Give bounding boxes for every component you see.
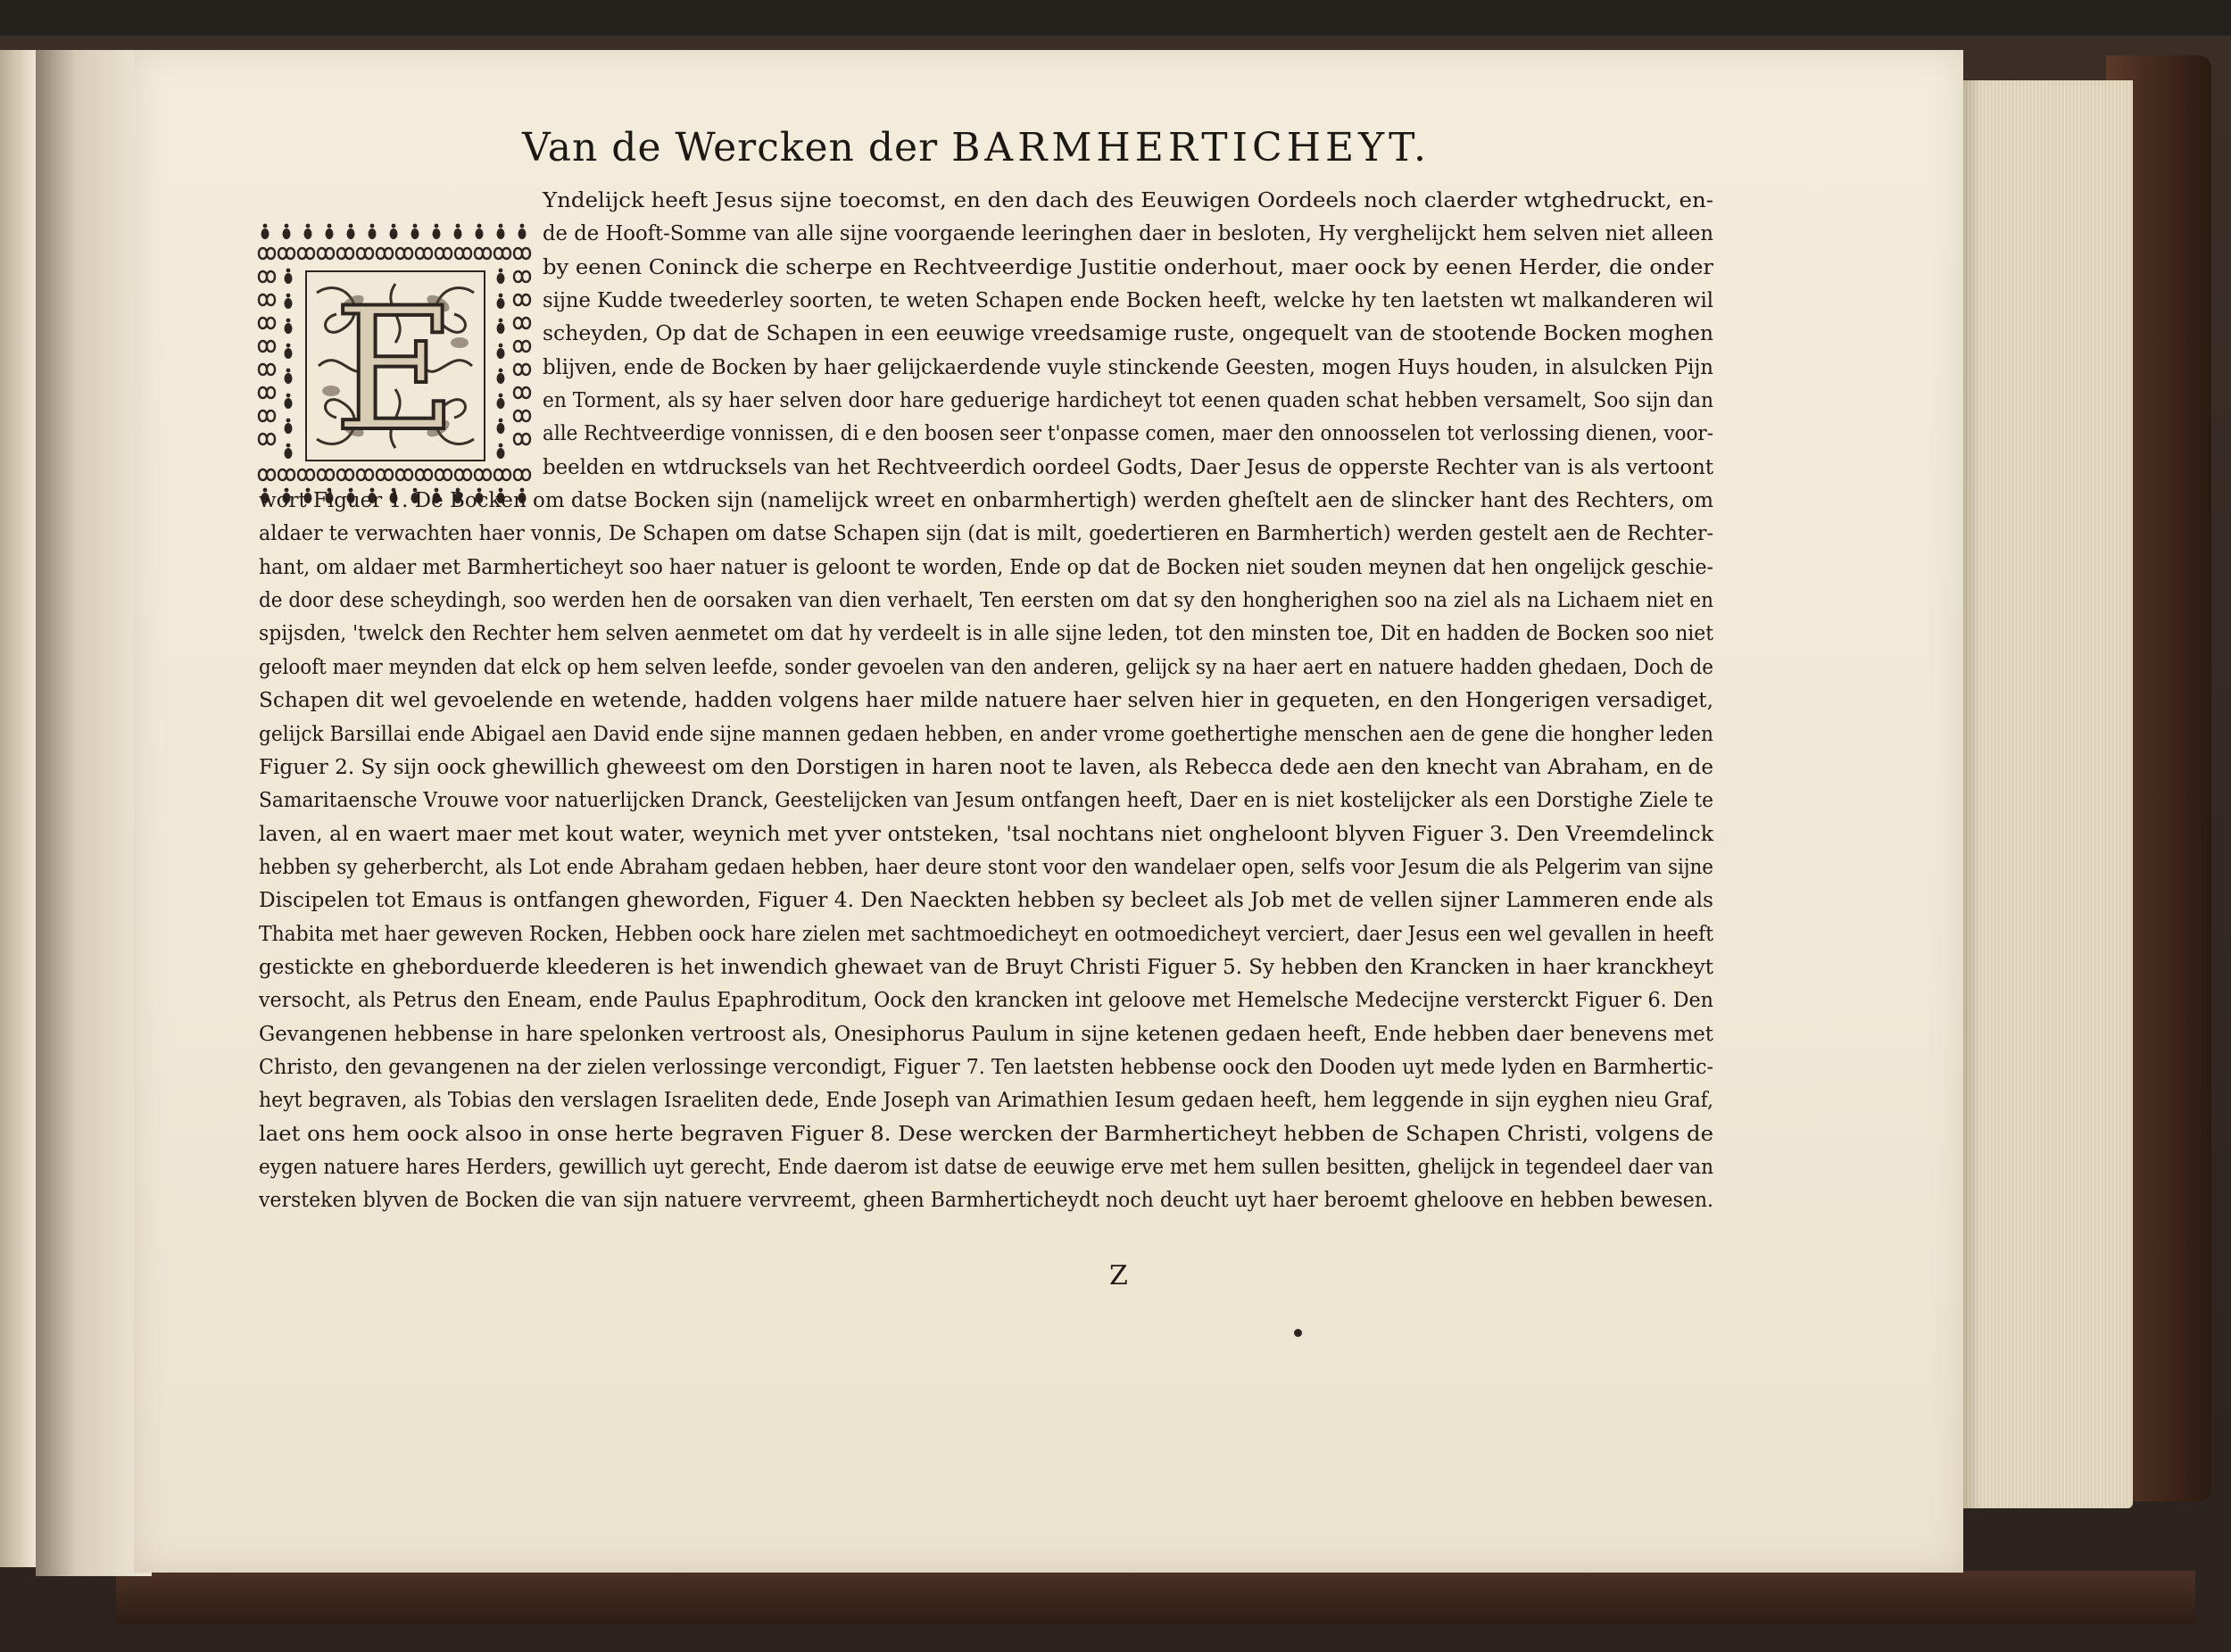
text-line: laven, al en waert maer met kout water, weynich met yver ontsteken, 'tsal nochtans niet ongheloont blyven Figuer 3. Den Vreemdelinck <box>259 820 1713 846</box>
text-line: Samaritaensche Vrouwe voor natuerlijcken Dranck, Geestelijcken van Jesum ontfangen heeft, Daer en is niet kostelijcker als een Dorstighe Ziele te <box>259 787 1713 813</box>
text-line: versocht, als Petrus den Eneam, ende Paulus Epaphroditum, Oock den krancken int geloove met Hemelsche Medecijne versterckt Figuer 6. Den <box>259 987 1713 1013</box>
page-stack-edge <box>1954 80 2133 1508</box>
text-line: de de Hooft-Somme van alle sijne voorgaende leeringhen daer in besloten, Hy verghelijckt hem selven niet alleen <box>543 220 1713 246</box>
text-line: gestickte en gheborduerde kleederen is het inwendich ghewaet van de Bruyt Christi Figuer 5. Sy hebben den Krancken in haer kranckheyt <box>259 953 1713 979</box>
text-line: de door dese scheydingh, soo werden hen de oorsaken van dien verhaelt, Ten eersten om dat sy den hongherighen soo na ziel als na Lichaem niet en <box>259 587 1713 613</box>
book-cover-bottom <box>116 1571 2195 1624</box>
ink-speck <box>1294 1329 1302 1337</box>
text-line: aldaer te verwachten haer vonnis, De Schapen om datse Schapen sijn (dat is milt, goedertieren en Barmhertich) werden gestelt aen de Rechter- <box>259 520 1713 546</box>
text-line: hebben sy geherbercht, als Lot ende Abraham gedaen hebben, haer deure stont voor den wandelaer open, selfs voor Jesum die als Pelgerim van sijne <box>259 853 1713 879</box>
body-text <box>259 184 1713 1217</box>
title-caps: BARMHERTICHEYT. <box>951 125 1431 170</box>
text-line: Figuer 2. Sy sijn oock ghewillich gheweest om den Dorstigen in haren noot te laven, als Rebecca dede aen den knecht van Abraham, en de <box>259 753 1713 779</box>
text-line: Thabita met haer geweven Rocken, Hebben oock hare zielen met sachtmoedicheyt en ootmoedicheyt verciert, daer Jesus een wel gevallen in heeft <box>259 920 1713 946</box>
text-line: en Torment, als sy haer selven door hare geduerige hardicheyt tot eenen quaden schat hebben versamelt, Soo sijn dan <box>543 387 1713 413</box>
text-line: Yndelijck heeft Jesus sijne toecomst, en den dach des Eeuwigen Oordeels noch claerder wtghedruckt, en- <box>543 187 1713 212</box>
text-line: Discipelen tot Emaus is ontfangen gheworden, Figuer 4. Den Naeckten hebben sy becleet als Job met de vellen sijner Lammeren ende als <box>259 887 1713 913</box>
left-page-sliver <box>0 50 36 1567</box>
text-line: beelden en wtdrucksels van het Rechtveerdich oordeel Godts, Daer Jesus de opperste Rechter van is als vertoont <box>543 453 1713 479</box>
text-line: hant, om aldaer met Barmherticheyt soo haer natuer is geloont te worden, Ende op dat de Bocken niet souden meynen dat hen ongelijck geschie- <box>259 553 1713 579</box>
text-line: eygen natuere hares Herders, gewillich uyt gerecht, Ende daerom ist datse de eeuwige erve met hem sullen besitten, ghelijck in tegendeel daer van <box>259 1153 1713 1179</box>
text-line: spijsden, 'twelck den Rechter hem selven aenmetet om dat hy verdeelt is in alle sijne leden, tot den minsten toe, Dit en hadden de Bocken soo niet <box>259 620 1713 646</box>
text-line: Christo, den gevangenen na der zielen verlossinge vercondigt, Figuer 7. Ten laetsten hebbense oock den Dooden uyt mede lyden en Barmhertic- <box>259 1053 1713 1079</box>
text-line: heyt begraven, als Tobias den verslagen Israeliten dede, Ende Joseph van Arimathien Iesum gedaen heeft, hem leggende in sijn eyghen nieu Graf, <box>259 1087 1713 1113</box>
text-line: by eenen Coninck die scherpe en Rechtveerdige Justitie onderhout, maer oock by eenen Herder, die onder <box>543 253 1713 279</box>
text-line: laet ons hem oock alsoo in onse herte begraven Figuer 8. Dese wercken der Barmherticheyt hebben de Schapen Christi, volgens de <box>259 1120 1713 1146</box>
text-line: Gevangenen hebbense in hare spelonken vertroost als, Onesiphorus Paulum in sijne ketenen gedaen heeft, Ende hebben daer benevens met <box>259 1020 1713 1046</box>
page-title <box>522 125 1450 170</box>
text-line: gelijck Barsillai ende Abigael aen David ende sijne mannen gedaen hebben, en ander vrome goethertighe menschen aen de gene die hongher leden <box>259 720 1713 746</box>
title-prefix: Van de Wercken der <box>522 125 952 170</box>
initial-letter: E <box>333 271 458 469</box>
text-line: versteken blyven de Bocken die van sijn natuere vervreemt, gheen Barmherticheydt noch deucht uyt haer beroemt gheloove en hebben bewesen. <box>259 1187 1713 1213</box>
signature-mark: Z <box>1109 1260 1128 1291</box>
text-line: Schapen dit wel gevoelende en wetende, hadden volgens haer milde natuere haer selven hier in gequeten, en den Hongerigen versadiget, <box>259 687 1713 713</box>
text-line: scheyden, Op dat de Schapen in een eeuwige vreedsamige ruste, ongequelt van de stootende Bocken moghen <box>543 320 1713 346</box>
text-line: sijne Kudde tweederley soorten, te weten Schapen ende Bocken heeft, welcke hy ten laetsten wt malkanderen wil <box>543 287 1713 313</box>
text-line: blijven, ende de Bocken by haer gelijckaerdende vuyle stinckende Geesten, mogen Huys houden, in alsulcken Pijn <box>543 353 1713 379</box>
text-line: alle Rechtveerdige vonnissen, di e den boosen seer t'onpasse comen, maer den onnoosselen tot verlossing dienen, voor- <box>543 420 1713 446</box>
text-line: wort Figuer 1. De Bocken om datse Bocken sijn (namelijck wreet en onbarmhertigh) werden gheſtelt aen de slincker hant des Rechters, om <box>259 487 1713 513</box>
text-line: gelooft maer meynden dat elck op hem selven leefde, sonder gevoelen van den anderen, gelijck sy na haer aert en natuere hadden ghedaen, Doch de <box>259 653 1713 679</box>
